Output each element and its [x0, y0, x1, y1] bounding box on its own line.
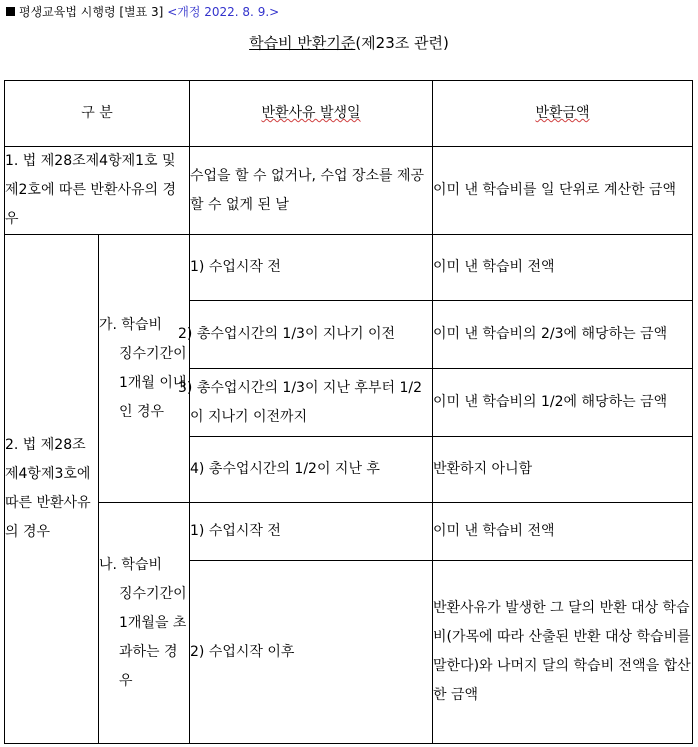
header-amount: 반환금액	[433, 81, 693, 147]
sub-a-reason-3: 3) 총수업시간의 1/3이 지난 후부터 1/2이 지나기 이전까지	[190, 369, 433, 437]
row1-reason: 수업을 할 수 없거나, 수업 장소를 제공할 수 없게 된 날	[190, 147, 433, 235]
sub-b-reason-2: 2) 수업시작 이후	[190, 561, 433, 744]
sub-a-reason-2: 2) 총수업시간의 1/3이 지나기 이전	[190, 301, 433, 369]
source-label: 평생교육법 시행령 [별표 3]	[19, 5, 164, 19]
row1-amount: 이미 낸 학습비를 일 단위로 계산한 금액	[433, 147, 693, 235]
sub-a-reason-1: 1) 수업시작 전	[190, 235, 433, 301]
sub-b-amount-1: 이미 낸 학습비 전액	[433, 503, 693, 561]
sub-a-label: 가. 학습비 징수기간이 1개월 이내인 경우	[99, 235, 190, 503]
table-row	[5, 147, 693, 235]
amendment-date: <개정 2022. 8. 9.>	[167, 5, 280, 19]
table-row	[5, 503, 693, 561]
document-header	[6, 3, 279, 20]
sub-a-amount-3: 이미 낸 학습비의 1/2에 해당하는 금액	[433, 369, 693, 437]
header-row	[5, 81, 693, 147]
sub-a-amount-4: 반환하지 아니함	[433, 437, 693, 503]
sub-a-reason-4: 4) 총수업시간의 1/2이 지난 후	[190, 437, 433, 503]
title-main: 학습비 반환기준	[249, 34, 356, 52]
header-category: 구 분	[5, 81, 190, 147]
row2-category: 2. 법 제28조제4항제3호에 따른 반환사유의 경우	[5, 235, 99, 744]
refund-table	[4, 80, 693, 744]
square-bullet-icon	[6, 7, 15, 16]
table-row	[5, 235, 693, 301]
title-ref: (제23조 관련)	[355, 34, 449, 52]
row1-category: 1. 법 제28조제4항제1호 및 제2호에 따른 반환사유의 경우	[5, 147, 190, 235]
sub-a-amount-1: 이미 낸 학습비 전액	[433, 235, 693, 301]
sub-b-amount-2: 반환사유가 발생한 그 달의 반환 대상 학습비(가목에 따라 산출된 반환 대상 학습비를 말한다)와 나머지 달의 학습비 전액을 합산한 금액	[433, 561, 693, 744]
sub-b-reason-1: 1) 수업시작 전	[190, 503, 433, 561]
header-reason: 반환사유 발생일	[190, 81, 433, 147]
page-title	[0, 32, 698, 53]
sub-a-amount-2: 이미 낸 학습비의 2/3에 해당하는 금액	[433, 301, 693, 369]
sub-b-label: 나. 학습비 징수기간이 1개월을 초과하는 경우	[99, 503, 190, 744]
